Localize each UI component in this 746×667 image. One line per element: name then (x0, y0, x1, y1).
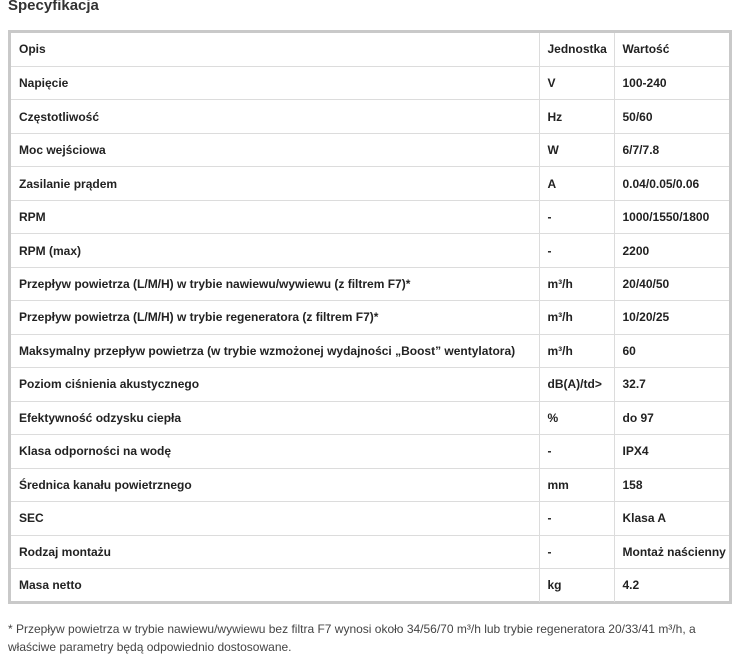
cell-value: 20/40/50 (614, 267, 729, 300)
cell-description: Zasilanie prądem (11, 167, 539, 200)
cell-value: IPX4 (614, 435, 729, 468)
table-row (11, 100, 729, 133)
cell-description: Napięcie (11, 66, 539, 99)
cell-description: RPM (max) (11, 234, 539, 267)
cell-value: 50/60 (614, 100, 729, 133)
cell-unit: kg (539, 569, 614, 602)
cell-description: Rodzaj montażu (11, 535, 539, 568)
cell-value: 32.7 (614, 368, 729, 401)
cell-unit: mm (539, 468, 614, 501)
table-header-row (11, 33, 729, 66)
cell-unit: m³/h (539, 334, 614, 367)
cell-unit: - (539, 435, 614, 468)
cell-description: Przepływ powietrza (L/M/H) w trybie nawiewu/wywiewu (z filtrem F7)* (11, 267, 539, 300)
header-value: Wartość (614, 33, 729, 66)
table-row (11, 133, 729, 166)
cell-value: Montaż naścienny (614, 535, 729, 568)
header-description: Opis (11, 33, 539, 66)
cell-description: Klasa odporności na wodę (11, 435, 539, 468)
cell-value: do 97 (614, 401, 729, 434)
cell-value: 2200 (614, 234, 729, 267)
table-row (11, 368, 729, 401)
cell-value: Klasa A (614, 502, 729, 535)
header-unit: Jednostka (539, 33, 614, 66)
cell-unit: m³/h (539, 267, 614, 300)
page-title: Specyfikacja (8, 0, 99, 14)
cell-value: 158 (614, 468, 729, 501)
cell-unit: A (539, 167, 614, 200)
cell-description: Średnica kanału powietrznego (11, 468, 539, 501)
table-row (11, 535, 729, 568)
table-row (11, 334, 729, 367)
cell-value: 4.2 (614, 569, 729, 602)
table-row (11, 569, 729, 602)
cell-unit: m³/h (539, 301, 614, 334)
cell-value: 100-240 (614, 66, 729, 99)
table-row (11, 301, 729, 334)
cell-description: Poziom ciśnienia akustycznego (11, 368, 539, 401)
cell-unit: - (539, 234, 614, 267)
cell-value: 0.04/0.05/0.06 (614, 167, 729, 200)
cell-unit: - (539, 200, 614, 233)
cell-description: SEC (11, 502, 539, 535)
table-row (11, 234, 729, 267)
table-row (11, 468, 729, 501)
table-row (11, 435, 729, 468)
cell-description: Efektywność odzysku ciepła (11, 401, 539, 434)
table-row (11, 502, 729, 535)
cell-description: Maksymalny przepływ powietrza (w trybie wzmożonej wydajności „Boost” wentylatora) (11, 334, 539, 367)
table-row (11, 66, 729, 99)
cell-description: Częstotliwość (11, 100, 539, 133)
cell-unit: Hz (539, 100, 614, 133)
cell-description: RPM (11, 200, 539, 233)
cell-value: 10/20/25 (614, 301, 729, 334)
cell-unit: dB(A)/td> (539, 368, 614, 401)
table-row (11, 267, 729, 300)
cell-description: Przepływ powietrza (L/M/H) w trybie regeneratora (z filtrem F7)* (11, 301, 539, 334)
cell-value: 1000/1550/1800 (614, 200, 729, 233)
table-row (11, 167, 729, 200)
table-row (11, 401, 729, 434)
cell-unit: V (539, 66, 614, 99)
table-row (11, 200, 729, 233)
cell-description: Masa netto (19, 578, 82, 593)
cell-description: Moc wejściowa (11, 133, 539, 166)
cell-unit: - (539, 535, 614, 568)
cell-value: 60 (614, 334, 729, 367)
cell-unit: W (539, 133, 614, 166)
cell-unit: - (539, 502, 614, 535)
footnote: * Przepływ powietrza w trybie nawiewu/wywiewu bez filtra F7 wynosi około 34/56/70 m³/h lub trybie regeneratora 20/33/41 m³/h, a właściwe parametry będą odpowiednio dostosowane. (8, 622, 696, 654)
cell-unit: % (539, 401, 614, 434)
cell-value: 6/7/7.8 (614, 133, 729, 166)
table-body (11, 66, 729, 602)
specification-table (11, 33, 729, 602)
specification-table-frame (8, 30, 732, 604)
